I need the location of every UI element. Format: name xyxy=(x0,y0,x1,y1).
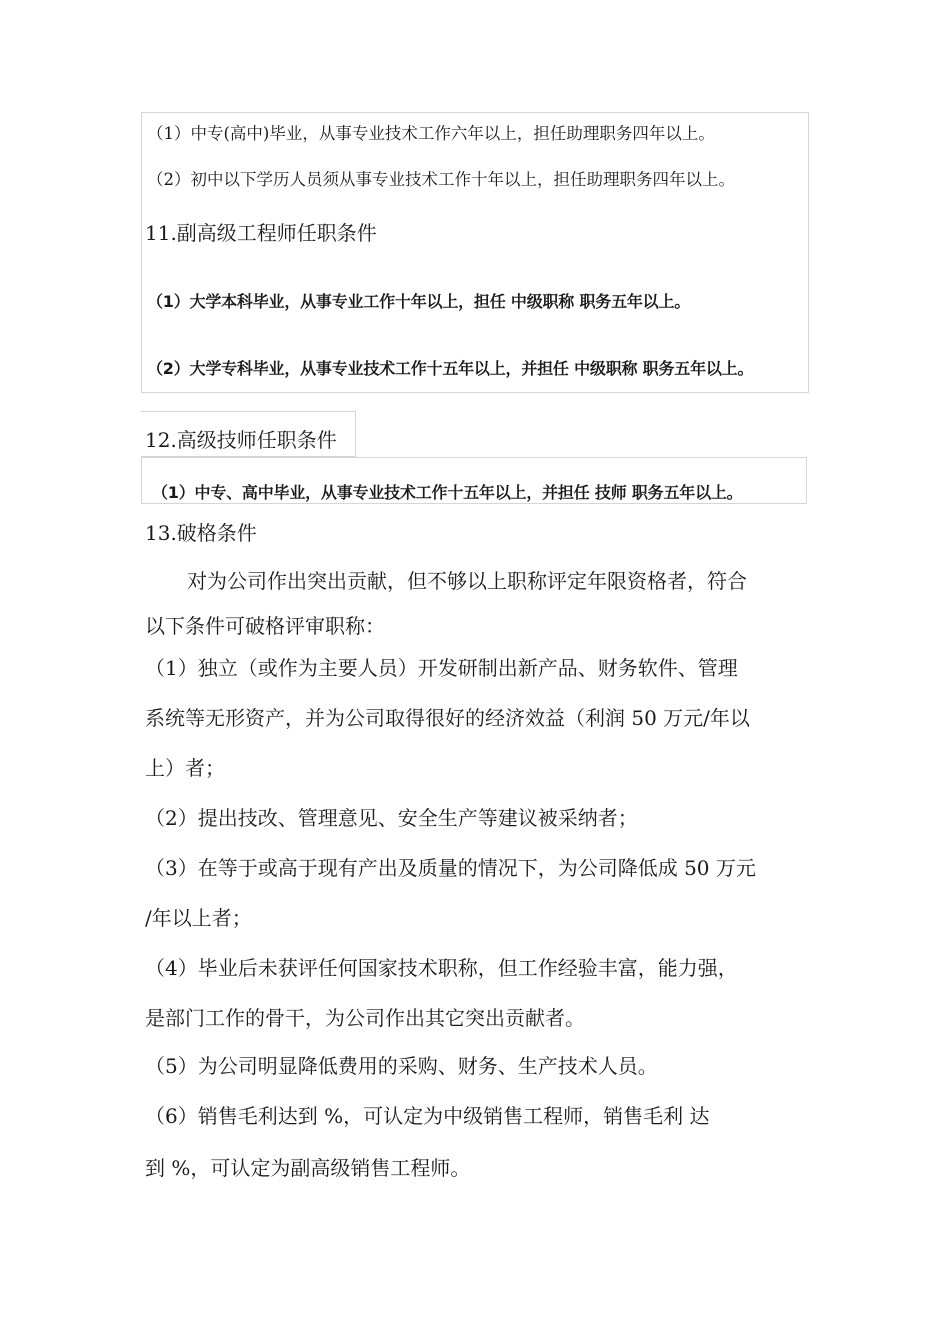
section12-heading: 12.高级技师任职条件 xyxy=(145,428,337,452)
condition-6-line-2: 到 %，可认定为副高级销售工程师。 xyxy=(145,1156,471,1180)
condition-3-line-2: /年以上者； xyxy=(145,906,252,930)
section11-heading: 11.副高级工程师任职条件 xyxy=(145,221,377,245)
condition-1-line-2: 系统等无形资产，并为公司取得很好的经济效益（利润 50 万元/年以 xyxy=(145,706,750,730)
section10-item-2: （2）初中以下学历人员须从事专业技术工作十年以上，担任助理职务四年以上。 xyxy=(147,170,735,189)
condition-1-line-1: （1）独立（或作为主要人员）开发研制出新产品、财务软件、管理 xyxy=(145,656,738,680)
condition-2-line-1: （2）提出技改、管理意见、安全生产等建议被采纳者； xyxy=(145,806,638,830)
condition-5-line-1: （5）为公司明显降低费用的采购、财务、生产技术人员。 xyxy=(145,1054,658,1078)
section13-heading: 13.破格条件 xyxy=(145,521,257,545)
condition-3-line-1: （3）在等于或高于现有产出及质量的情况下，为公司降低成 50 万元 xyxy=(145,856,756,880)
section13-intro-line-2: 以下条件可破格评审职称： xyxy=(145,614,385,638)
section11-item-1: （1）大学本科毕业，从事专业工作十年以上，担任 中级职称 职务五年以上。 xyxy=(147,292,691,311)
section13-intro-line-1: 对为公司作出突出贡献，但不够以上职称评定年限资格者，符合 xyxy=(187,569,747,593)
section10-item-1: （1）中专(高中)毕业，从事专业技术工作六年以上，担任助理职务四年以上。 xyxy=(147,124,715,143)
section12-item-1: （1）中专、高中毕业，从事专业技术工作十五年以上，并担任 技师 职务五年以上。 xyxy=(152,483,743,502)
condition-1-line-3: 上）者； xyxy=(145,756,225,780)
condition-4-line-2: 是部门工作的骨干，为公司作出其它突出贡献者。 xyxy=(145,1006,585,1030)
section11-item-2: （2）大学专科毕业，从事专业技术工作十五年以上，并担任 中级职称 职务五年以上。 xyxy=(147,359,754,378)
condition-6-line-1: （6）销售毛利达到 %，可认定为中级销售工程师，销售毛利 达 xyxy=(145,1104,710,1128)
condition-4-line-1: （4）毕业后未获评任何国家技术职称，但工作经验丰富，能力强， xyxy=(145,956,738,980)
